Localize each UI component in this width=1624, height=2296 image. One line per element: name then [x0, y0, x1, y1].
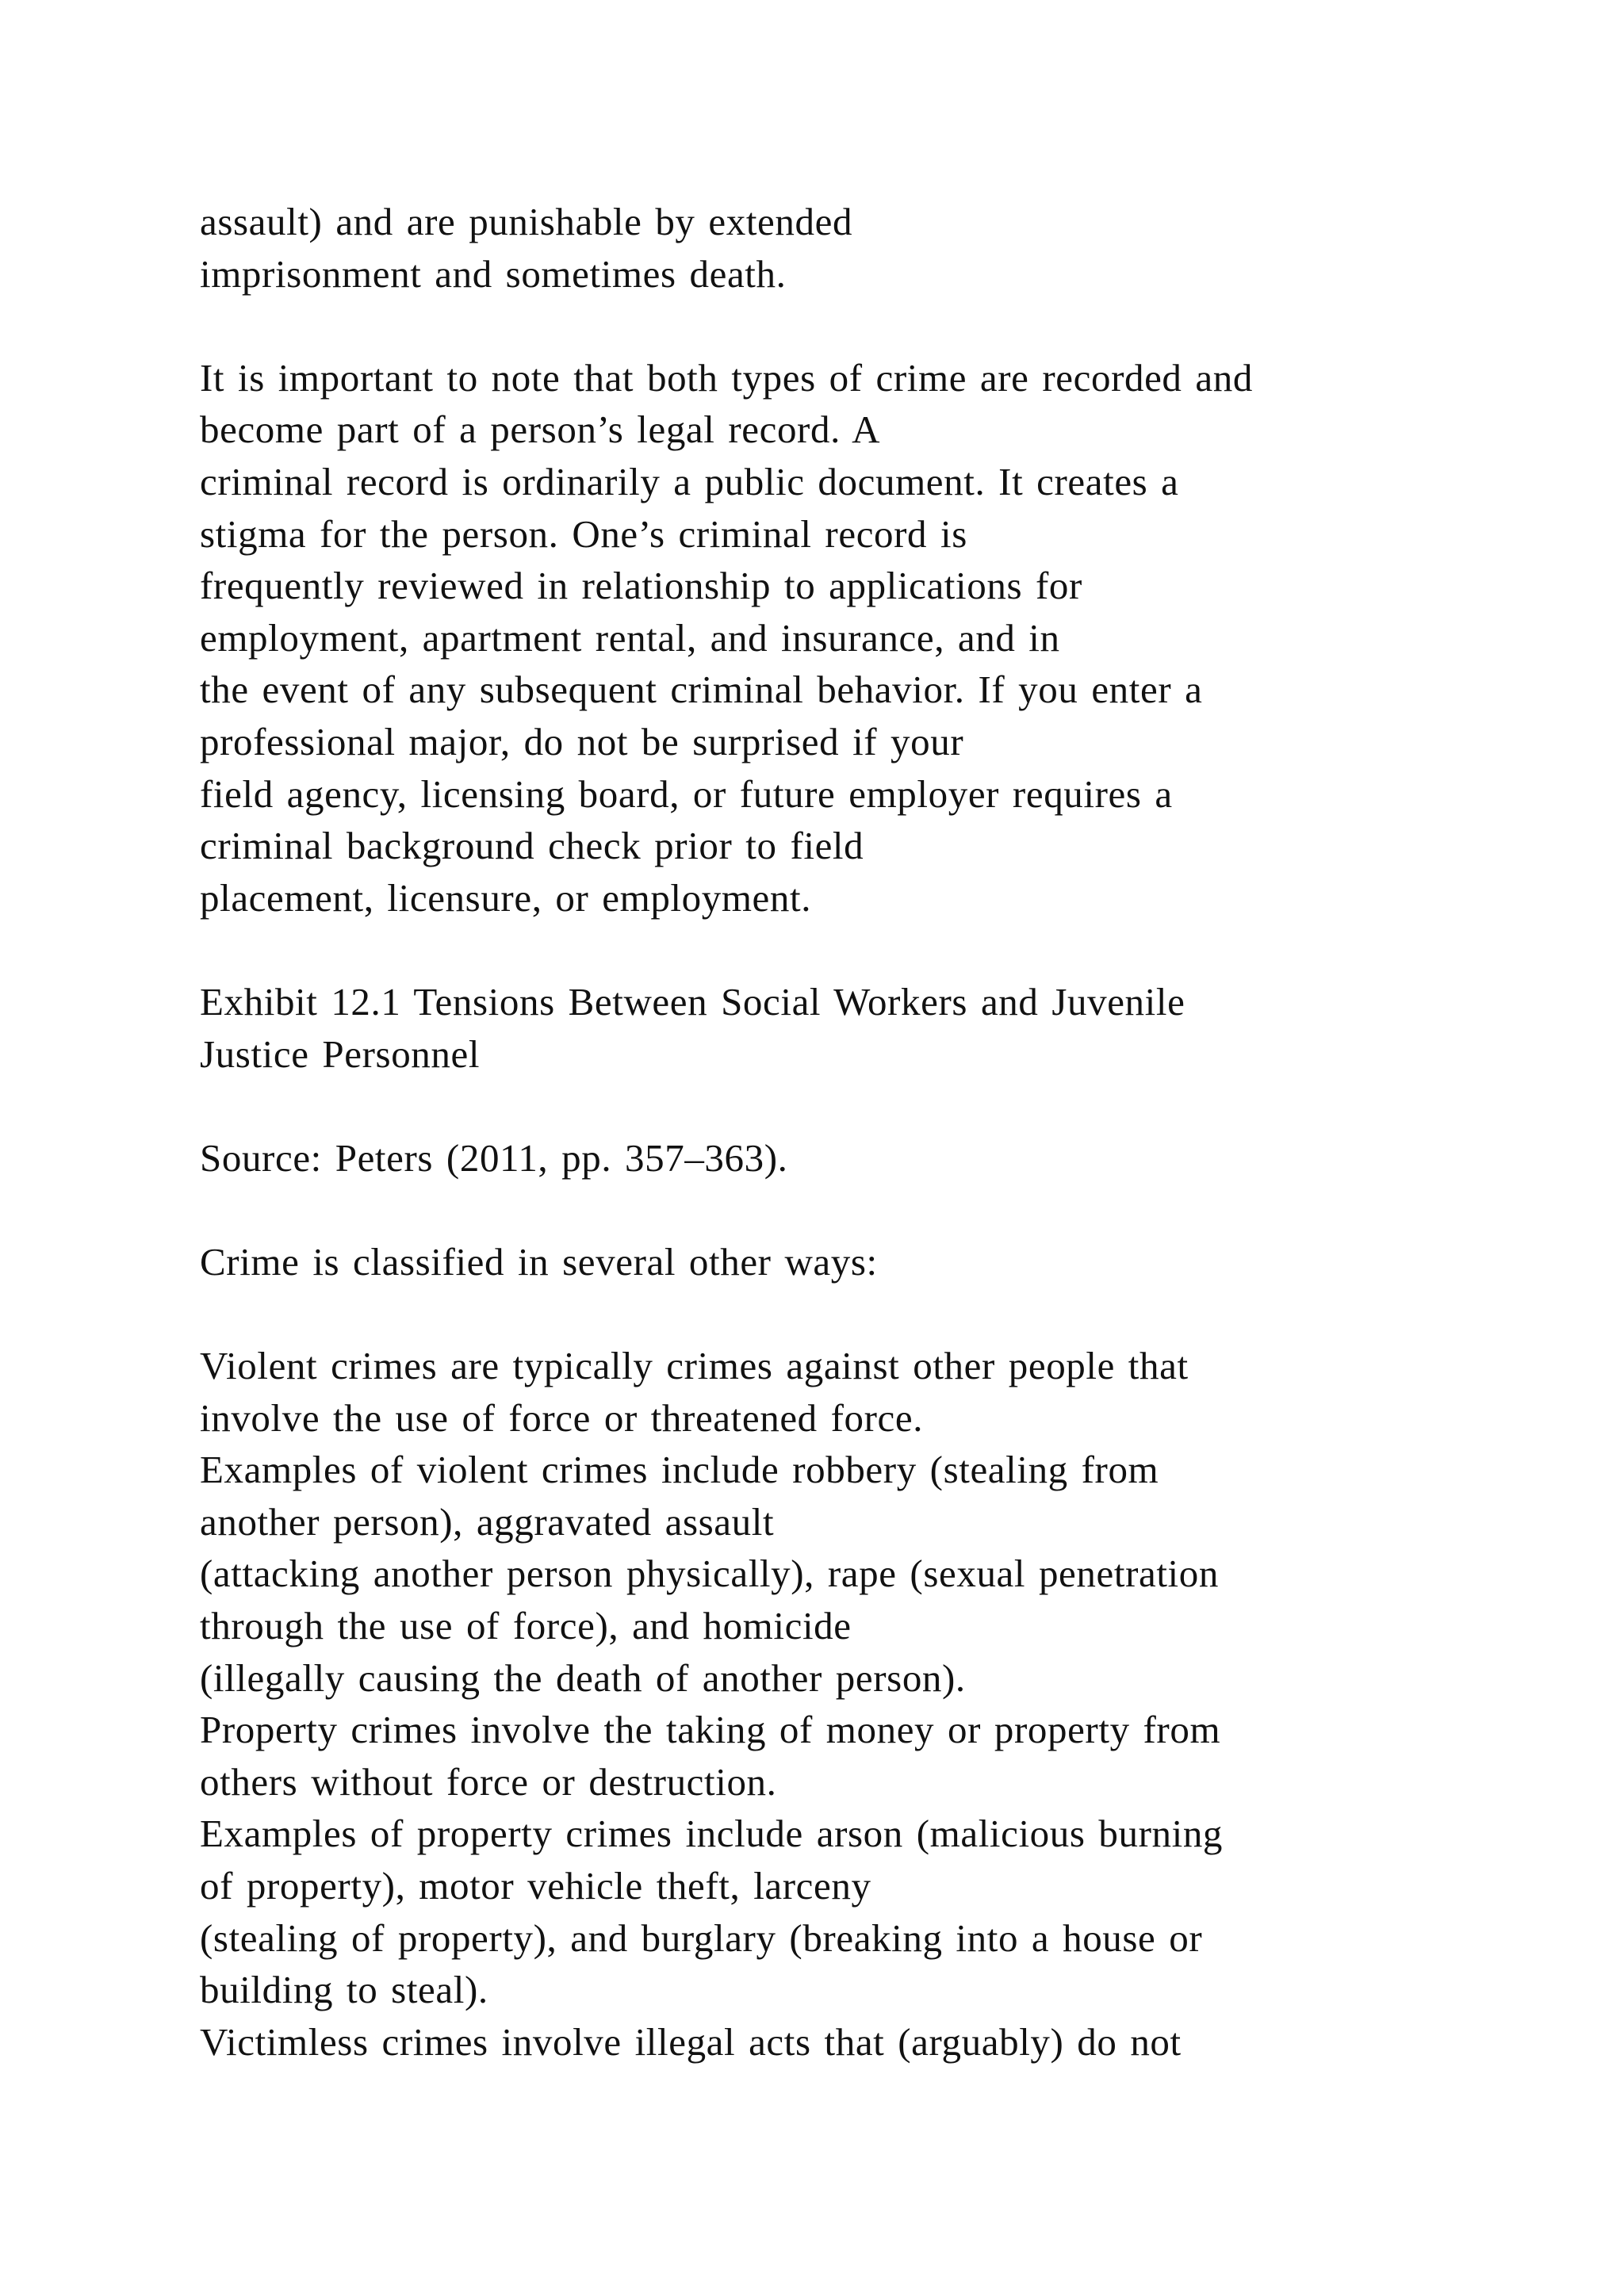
- text-line: of property), motor vehicle theft, larceny: [200, 1864, 871, 1908]
- text-line: (attacking another person physically), rape (sexual penetration: [200, 1552, 1219, 1596]
- text-line: professional major, do not be surprised if your: [200, 719, 964, 763]
- text-line: involve the use of force or threatened force.: [200, 1395, 924, 1440]
- text-line: criminal background check prior to field: [200, 824, 864, 868]
- paragraph-felony-ending: [200, 196, 1437, 300]
- text-line: Violent crimes are typically crimes against other people that: [200, 1344, 1189, 1388]
- text-line: frequently reviewed in relationship to applications for: [200, 564, 1082, 608]
- text-line: Exhibit 12.1 Tensions Between Social Workers and Juvenile: [200, 979, 1185, 1024]
- text-line: criminal record is ordinarily a public document. It creates a: [200, 459, 1179, 503]
- document-body: [200, 196, 1437, 2068]
- text-line: (stealing of property), and burglary (breaking into a house or: [200, 1915, 1203, 1960]
- text-line: Justice Personnel: [200, 1031, 481, 1076]
- paragraph-classification-intro: [200, 1236, 1437, 1288]
- exhibit-source: [200, 1132, 1437, 1184]
- paragraph-criminal-record: [200, 352, 1437, 924]
- text-line: Examples of violent crimes include robbery (stealing from: [200, 1448, 1159, 1492]
- text-line: another person), aggravated assault: [200, 1499, 775, 1544]
- paragraph-gap: [200, 1080, 1437, 1132]
- text-line: stigma for the person. One’s criminal record is: [200, 511, 967, 556]
- text-line: employment, apartment rental, and insurance, and in: [200, 615, 1060, 660]
- text-line: Property crimes involve the taking of money or property from: [200, 1708, 1221, 1752]
- exhibit-title: [200, 976, 1437, 1080]
- text-line: (illegally causing the death of another person).: [200, 1655, 966, 1700]
- paragraph-gap: [200, 1288, 1437, 1340]
- text-line: Examples of property crimes include arson (malicious burning: [200, 1812, 1224, 1856]
- text-line: the event of any subsequent criminal behavior. If you enter a: [200, 668, 1203, 712]
- text-line: building to steal).: [200, 1968, 488, 2012]
- text-line: through the use of force), and homicide: [200, 1604, 852, 1648]
- text-line: placement, licensure, or employment.: [200, 875, 812, 920]
- text-line: Source: Peters (2011, pp. 357–363).: [200, 1135, 788, 1180]
- text-line: It is important to note that both types of crime are recorded and: [200, 355, 1253, 400]
- text-line: others without force or destruction.: [200, 1759, 777, 1804]
- text-line: field agency, licensing board, or future employer requires a: [200, 771, 1173, 816]
- paragraph-crime-types: [200, 1340, 1437, 2068]
- paragraph-gap: [200, 300, 1437, 352]
- text-line: Victimless crimes involve illegal acts that (arguably) do not: [200, 2019, 1182, 2064]
- text-line: Crime is classified in several other ways:: [200, 1239, 878, 1284]
- text-line: become part of a person’s legal record. A: [200, 408, 881, 452]
- paragraph-gap: [200, 1184, 1437, 1236]
- text-line: assault) and are punishable by extended: [200, 200, 853, 243]
- paragraph-gap: [200, 924, 1437, 976]
- text-line: imprisonment and sometimes death.: [200, 251, 787, 296]
